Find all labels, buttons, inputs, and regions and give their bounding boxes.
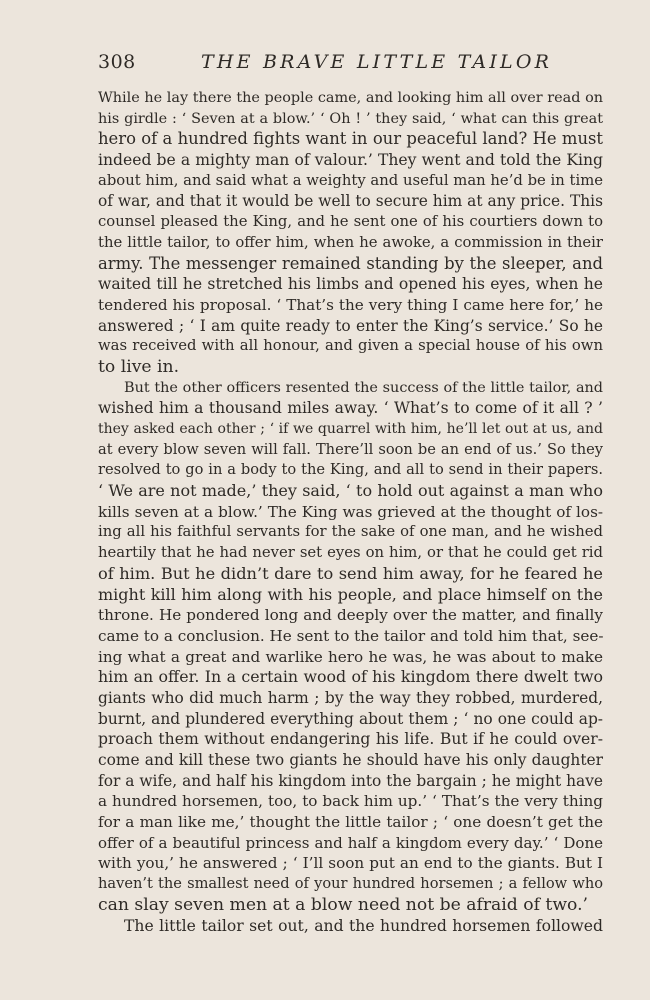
paragraph [98, 916, 603, 937]
text-line: the little tailor, to offer him, when he awoke, a commission in their [98, 233, 603, 251]
text-line: can slay seven men at a blow need not be afraid of two.’ [98, 894, 589, 915]
text-line: came to a conclusion. He sent to the tailor and told him that, see- [98, 626, 603, 645]
text-line: at every blow seven will fall. There’ll soon be an end of us.’ So they [98, 440, 603, 458]
text-line: tendered his proposal. ‘ That’s the very thing I came here for,’ he [98, 295, 603, 314]
text-line: ing all his faithful servants for the sake of one man, and he wished [98, 523, 603, 541]
body-text [98, 88, 603, 936]
text-line: of war, and that it would be well to secure him at any price. This [98, 192, 603, 211]
text-line: of him. But he didn’t dare to send him away, for he feared he [98, 563, 603, 583]
text-line: they asked each other ; ‘ if we quarrel with him, he’ll let out at us, and [98, 421, 603, 437]
text-line: a hundred horsemen, too, to back him up.’ ‘ That’s the very thing [98, 792, 603, 811]
text-line: counsel pleased the King, and he sent one of his courtiers down to [98, 213, 603, 231]
text-line: army. The messenger remained standing by the sleeper, and [98, 253, 603, 273]
text-line: ing what a great and warlike hero he was, he was about to make [98, 647, 603, 666]
text-line: offer of a beautiful princess and half a kingdom every day.’ ‘ Done [98, 833, 603, 852]
text-line: burnt, and plundered everything about them ; ‘ no one could ap- [98, 709, 603, 728]
text-line: heartily that he had never set eyes on him, or that he could get rid [98, 544, 603, 562]
text-line: kills seven at a blow.’ The King was grieved at the thought of los- [98, 502, 603, 521]
text-line: might kill him along with his people, and place himself on the [98, 584, 603, 604]
text-line: for a man like me,’ thought the little tailor ; ‘ one doesn’t get the [98, 813, 603, 832]
text-line: about him, and said what a weighty and useful man he’d be in time [98, 171, 603, 189]
text-line: answered ; ‘ I am quite ready to enter the King’s service.’ So he [98, 316, 603, 335]
text-line: to live in. [98, 356, 180, 377]
text-line: with you,’ he answered ; ‘ I’ll soon put an end to the giants. But I [98, 854, 603, 873]
running-title: THE BRAVE LITTLE TAILOR [201, 51, 553, 73]
text-line: his girdle : ‘ Seven at a blow.’ ‘ Oh ! ’ they said, ‘ what can this great [98, 110, 603, 127]
paragraph [98, 378, 603, 916]
text-line: indeed be a mighty man of valour.’ They went and told the King [98, 151, 603, 170]
text-line: wished him a thousand miles away. ‘ What’s to come of it all ? ’ [98, 399, 603, 418]
text-line: for a wife, and half his kingdom into the bargain ; he might have [98, 771, 603, 790]
page-header [98, 50, 603, 76]
text-line: was received with all honour, and given a special house of his own [98, 337, 603, 355]
text-line: ‘ We are not made,’ they said, ‘ to hold out against a man who [98, 481, 603, 501]
text-line: proach them without endangering his life. But if he could over- [98, 730, 603, 749]
text-line: giants who did much harm ; by the way they robbed, murdered, [98, 688, 603, 707]
text-line: While he lay there the people came, and looking him all over read on [98, 90, 603, 106]
text-line: haven’t the smallest need of your hundred horsemen ; a fellow who [98, 875, 603, 893]
paragraph [98, 88, 603, 378]
page-number: 308 [98, 51, 136, 73]
text-line: The little tailor set out, and the hundred horsemen followed [124, 916, 603, 935]
text-line: him an offer. In a certain wood of his kingdom there dwelt two [98, 667, 603, 687]
text-line: throne. He pondered long and deeply over the matter, and finally [98, 606, 603, 625]
text-line: hero of a hundred fights want in our peaceful land? He must [98, 129, 603, 149]
text-line: resolved to go in a body to the King, and all to send in their papers. [98, 461, 603, 479]
text-line: But the other officers resented the success of the little tailor, and [124, 379, 603, 396]
text-line: waited till he stretched his limbs and opened his eyes, when he [98, 275, 603, 294]
text-line: come and kill these two giants he should have his only daughter [98, 751, 603, 769]
